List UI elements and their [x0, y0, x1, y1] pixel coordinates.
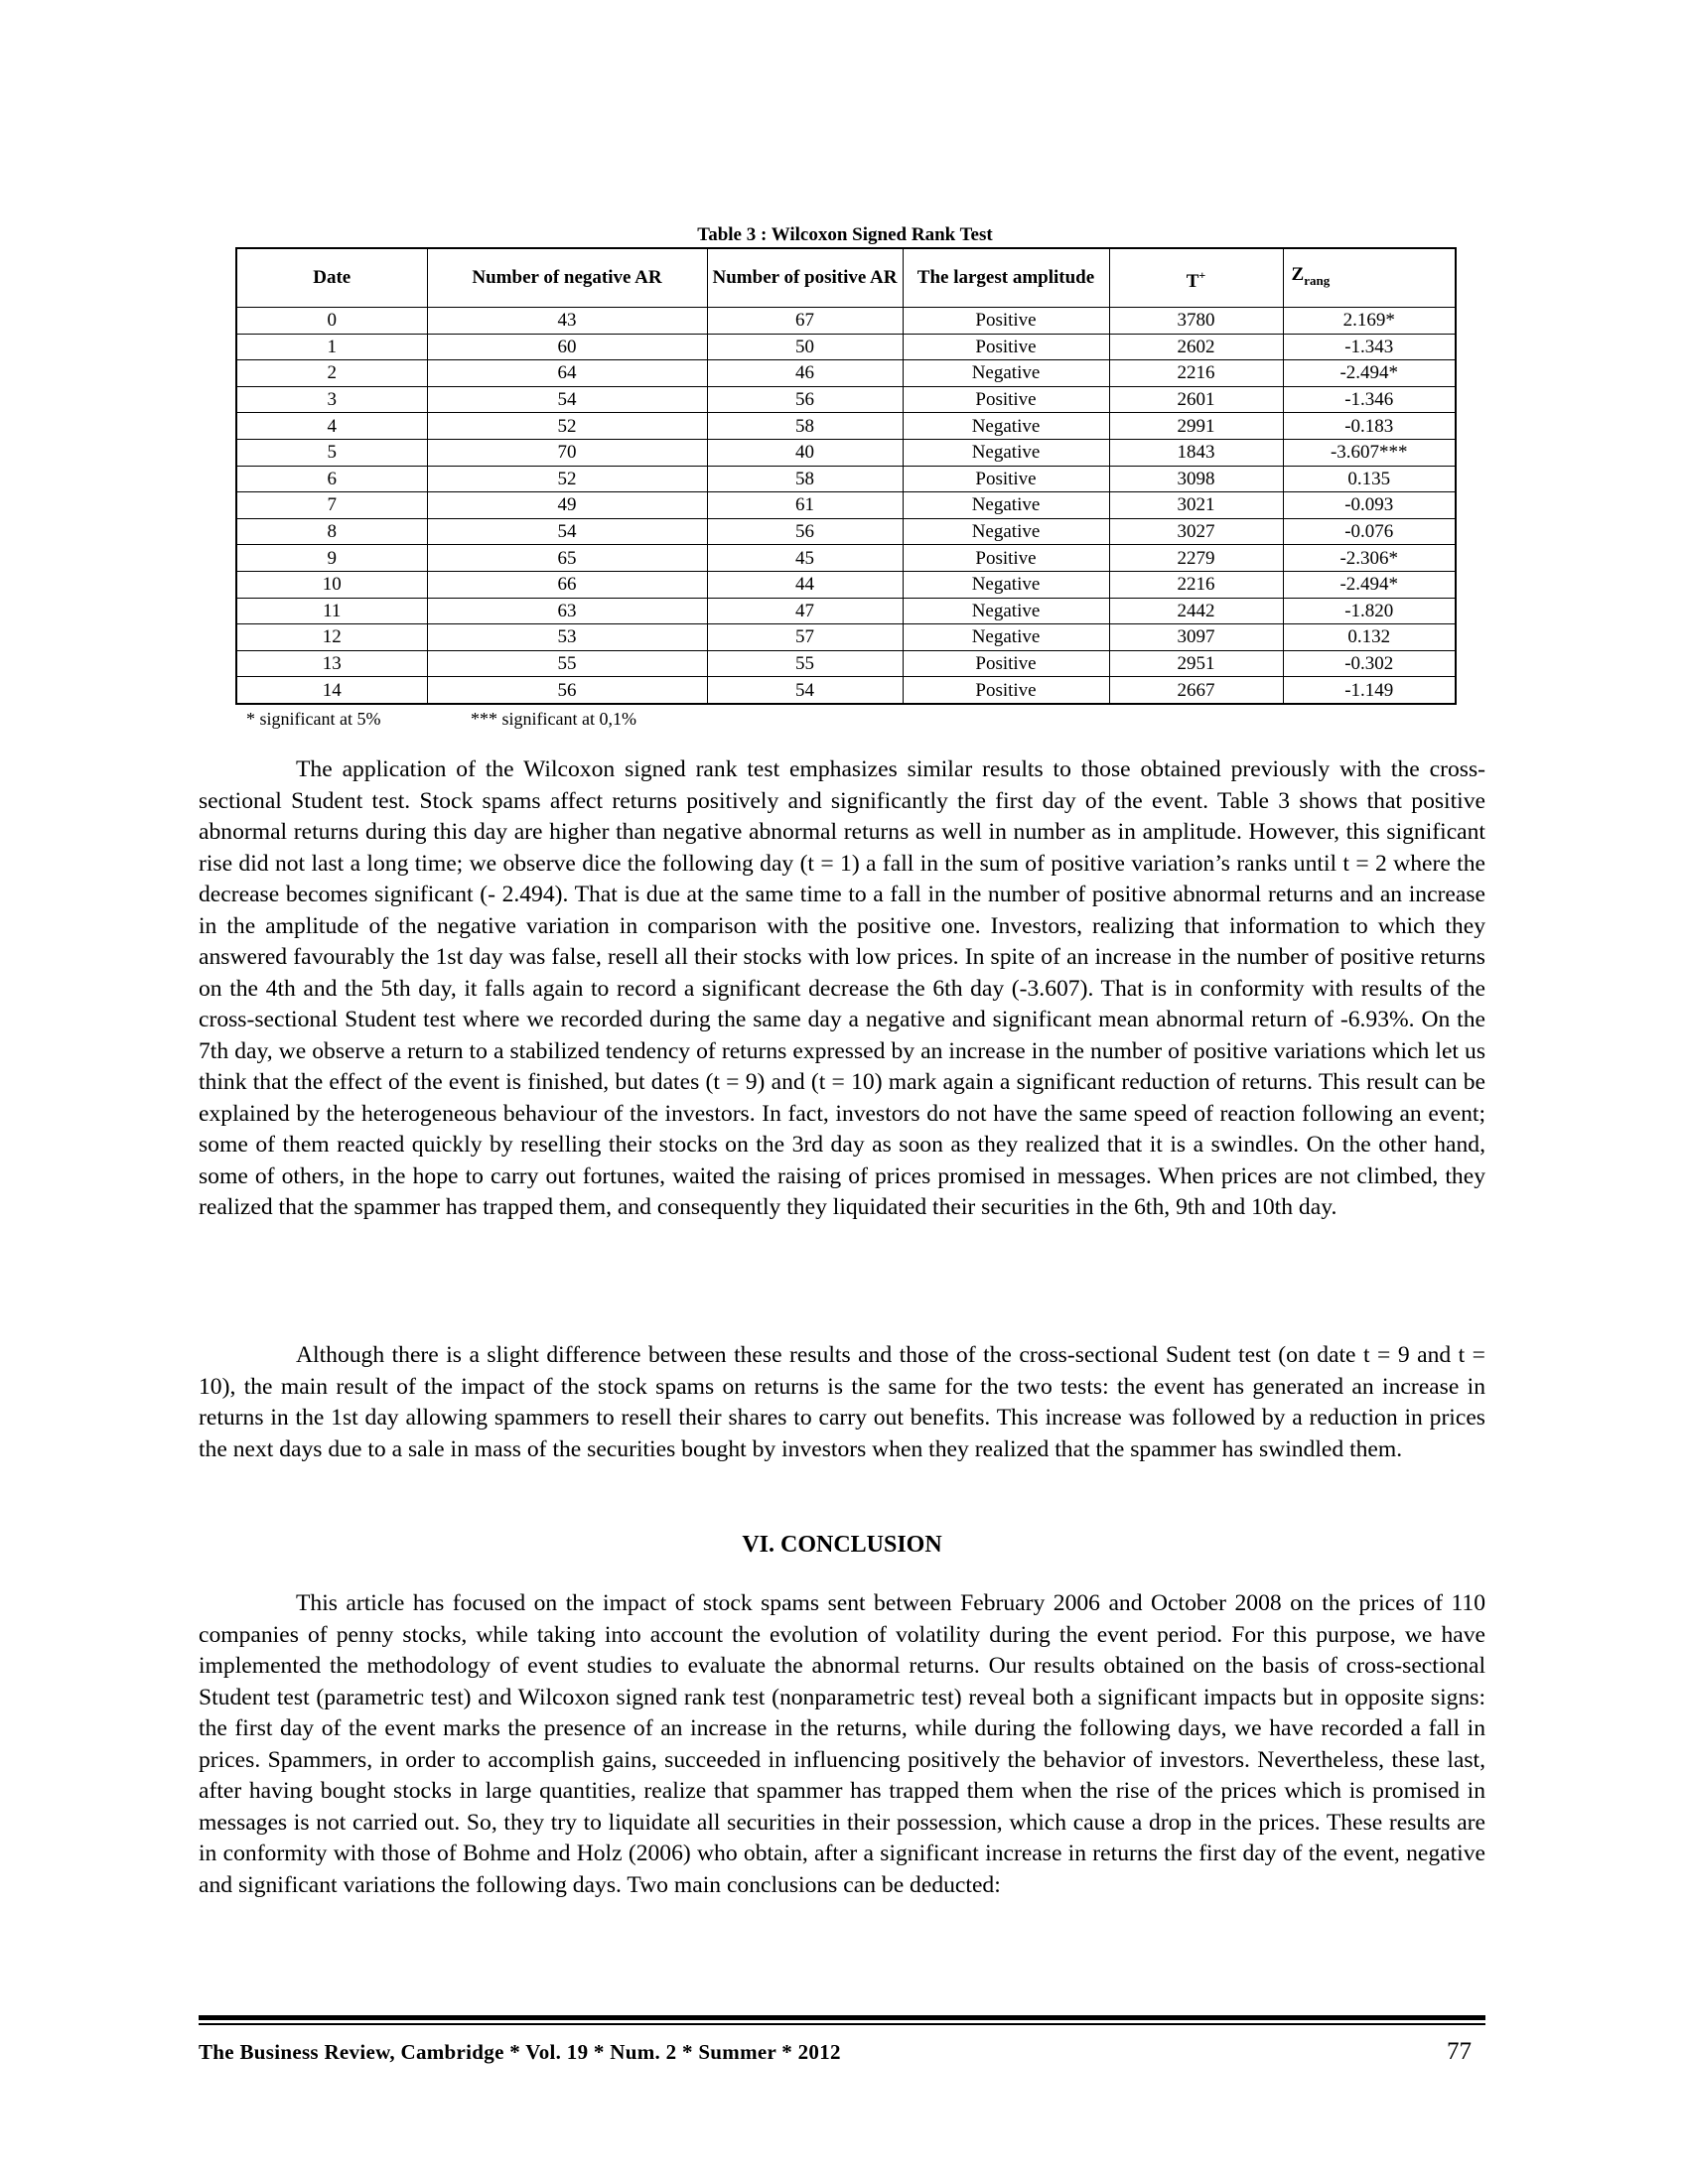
cell-t-plus: 2601 — [1109, 386, 1283, 413]
table-row — [236, 492, 1456, 519]
cell-z-rang: 0.132 — [1283, 624, 1456, 651]
table-row — [236, 624, 1456, 651]
paragraph-comparison: Although there is a slight difference between these results and those of the cross-sectional Sudent test (on date t = 9 and t = 10), the main result of the impact of the stock spams on returns is the same for the two tests: the event has generated an increase in returns in the 1st day allowing spammers to resell their shares to carry out benefits. This increase was followed by a reduction in prices the next days due to a sale in mass of the securities bought by investors when they realized that the spammer has swindled them. — [199, 1342, 1485, 1462]
table-row — [236, 334, 1456, 360]
table-row — [236, 650, 1456, 677]
cell-positive-ar: 45 — [707, 545, 903, 572]
table-notes — [246, 708, 636, 730]
cell-negative-ar: 54 — [427, 386, 707, 413]
cell-date: 1 — [236, 334, 427, 360]
cell-z-rang: -2.494* — [1283, 571, 1456, 598]
cell-amplitude: Positive — [903, 334, 1109, 360]
cell-amplitude: Positive — [903, 466, 1109, 492]
cell-positive-ar: 56 — [707, 518, 903, 545]
table-row — [236, 518, 1456, 545]
page-number: 77 — [1447, 2038, 1472, 2065]
note-significant-01: *** significant at 0,1% — [471, 709, 636, 729]
cell-t-plus: 2951 — [1109, 650, 1283, 677]
cell-amplitude: Negative — [903, 598, 1109, 624]
cell-t-plus: 2602 — [1109, 334, 1283, 360]
cell-positive-ar: 58 — [707, 413, 903, 440]
table-row — [236, 677, 1456, 704]
cell-date: 8 — [236, 518, 427, 545]
cell-negative-ar: 65 — [427, 545, 707, 572]
cell-t-plus: 3098 — [1109, 466, 1283, 492]
cell-amplitude: Negative — [903, 439, 1109, 466]
cell-z-rang: -3.607*** — [1283, 439, 1456, 466]
table-row — [236, 598, 1456, 624]
cell-t-plus: 2991 — [1109, 413, 1283, 440]
cell-t-plus: 2442 — [1109, 598, 1283, 624]
cell-date: 0 — [236, 308, 427, 335]
cell-negative-ar: 60 — [427, 334, 707, 360]
cell-positive-ar: 58 — [707, 466, 903, 492]
header-z-rang — [1283, 248, 1456, 308]
t-symbol: T — [1186, 270, 1199, 292]
cell-z-rang: 2.169* — [1283, 308, 1456, 335]
cell-z-rang: -1.820 — [1283, 598, 1456, 624]
cell-amplitude: Positive — [903, 545, 1109, 572]
cell-positive-ar: 47 — [707, 598, 903, 624]
cell-t-plus: 3780 — [1109, 308, 1283, 335]
cell-z-rang: -2.494* — [1283, 360, 1456, 387]
cell-date: 7 — [236, 492, 427, 519]
cell-z-rang: -1.346 — [1283, 386, 1456, 413]
cell-z-rang: 0.135 — [1283, 466, 1456, 492]
table-row — [236, 308, 1456, 335]
cell-date: 14 — [236, 677, 427, 704]
cell-date: 4 — [236, 413, 427, 440]
cell-z-rang: -0.183 — [1283, 413, 1456, 440]
cell-t-plus: 3097 — [1109, 624, 1283, 651]
cell-amplitude: Positive — [903, 386, 1109, 413]
cell-z-rang: -1.149 — [1283, 677, 1456, 704]
z-subscript: rang — [1304, 273, 1331, 288]
cell-date: 13 — [236, 650, 427, 677]
cell-z-rang: -2.306* — [1283, 545, 1456, 572]
cell-z-rang: -0.093 — [1283, 492, 1456, 519]
cell-amplitude: Positive — [903, 677, 1109, 704]
cell-amplitude: Negative — [903, 571, 1109, 598]
table-header-row — [236, 248, 1456, 308]
footer-rule-thin — [199, 2023, 1485, 2025]
header-largest-amplitude: The largest amplitude — [903, 248, 1109, 308]
table-row — [236, 466, 1456, 492]
cell-positive-ar: 55 — [707, 650, 903, 677]
cell-positive-ar: 40 — [707, 439, 903, 466]
table-row — [236, 571, 1456, 598]
cell-t-plus: 1843 — [1109, 439, 1283, 466]
cell-t-plus: 2216 — [1109, 571, 1283, 598]
cell-negative-ar: 55 — [427, 650, 707, 677]
cell-positive-ar: 50 — [707, 334, 903, 360]
table-row — [236, 386, 1456, 413]
header-date: Date — [236, 248, 427, 308]
cell-z-rang: -0.302 — [1283, 650, 1456, 677]
cell-date: 10 — [236, 571, 427, 598]
header-negative-ar: Number of negative AR — [427, 248, 707, 308]
table-row — [236, 545, 1456, 572]
cell-t-plus: 2216 — [1109, 360, 1283, 387]
cell-date: 5 — [236, 439, 427, 466]
cell-date: 11 — [236, 598, 427, 624]
z-symbol: Z — [1291, 264, 1305, 285]
t-superscript: + — [1198, 267, 1206, 282]
paragraph-wilcoxon-results: The application of the Wilcoxon signed rank test emphasizes similar results to those obtained previously with the cross-sectional Student test. Stock spams affect returns positively and significantly the first day of the event. Table 3 shows that positive abnormal returns during this day are higher than negative abnormal returns as well in number as in amplitude. However, this significant rise did not last a long time; we observe dice the following day (t = 1) a fall in the sum of positive variation’s ranks until t = 2 where the decrease becomes significant (- 2.494). That is due at the same time to a fall in the number of positive abnormal returns and an increase in the amplitude of the negative variation in comparison with the positive one. Investors, realizing that information to which they answered favourably the 1st day was false, resell all their stocks with low prices. In spite of an increase in the number of positive returns on the 4th and the 5th day, it falls again to record a significant decrease the 6th day (-3.607). That is in conformity with results of the cross-sectional Student test where we recorded during the same day a negative and significant mean abnormal return of -6.93%. On the 7th day, we observe a return to a stabilized tendency of returns expressed by an increase in the number of positive variations which let us think that the effect of the event is finished, but dates (t = 9) and (t = 10) mark again a significant reduction of returns. This result can be explained by the heterogeneous behaviour of the investors. In fact, investors do not have the same speed of reaction following an event; some of them reacted quickly by reselling their stocks on the 3rd day as soon as they realized that it is a swindles. On the other hand, some of others, in the hope to carry out fortunes, waited the raising of prices promised in messages. When prices are not climbed, they realized that the spammer has trapped them, and consequently they liquidated their securities in the 6th, 9th and 10th day. — [199, 756, 1485, 1220]
cell-date: 6 — [236, 466, 427, 492]
cell-positive-ar: 57 — [707, 624, 903, 651]
cell-amplitude: Negative — [903, 492, 1109, 519]
cell-amplitude: Negative — [903, 413, 1109, 440]
section-heading-conclusion: VI. CONCLUSION — [742, 1532, 942, 1558]
cell-positive-ar: 67 — [707, 308, 903, 335]
header-t-plus — [1109, 248, 1283, 308]
header-positive-ar: Number of positive AR — [707, 248, 903, 308]
cell-date: 3 — [236, 386, 427, 413]
cell-negative-ar: 52 — [427, 413, 707, 440]
table-row — [236, 439, 1456, 466]
cell-positive-ar: 54 — [707, 677, 903, 704]
cell-amplitude: Negative — [903, 624, 1109, 651]
cell-amplitude: Positive — [903, 308, 1109, 335]
cell-negative-ar: 43 — [427, 308, 707, 335]
cell-positive-ar: 56 — [707, 386, 903, 413]
cell-negative-ar: 49 — [427, 492, 707, 519]
paragraph-conclusion: This article has focused on the impact of stock spams sent between February 2006 and October 2008 on the prices of 110 companies of penny stocks, while taking into account the evolution of volatility during the event period. For this purpose, we have implemented the methodology of event studies to evaluate the abnormal returns. Our results obtained on the basis of cross-sectional Student test (parametric test) and Wilcoxon signed rank test (nonparametric test) reveal both a significant impacts but in opposite signs: the first day of the event marks the presence of an increase in the returns, while during the following days, we have recorded a fall in prices. Spammers, in order to accomplish gains, succeeded in influencing positively the behavior of investors. Nevertheless, these last, after having bought stocks in large quantities, realize that spammer has trapped them when the rise of the prices which is promised in messages is not carried out. So, they try to liquidate all securities in their possession, which cause a drop in the prices. These results are in conformity with those of Bohme and Holz (2006) who obtain, after a significant increase in returns the first day of the event, negative and significant variations the following days. Two main conclusions can be deducted: — [199, 1590, 1485, 1898]
cell-date: 12 — [236, 624, 427, 651]
table-row — [236, 413, 1456, 440]
cell-amplitude: Negative — [903, 518, 1109, 545]
cell-date: 9 — [236, 545, 427, 572]
table-body — [236, 308, 1456, 704]
cell-amplitude: Positive — [903, 650, 1109, 677]
cell-negative-ar: 53 — [427, 624, 707, 651]
footer-journal: The Business Review, Cambridge * Vol. 19 * Num. 2 * Summer * 2012 — [199, 2040, 841, 2064]
cell-amplitude: Negative — [903, 360, 1109, 387]
cell-negative-ar: 63 — [427, 598, 707, 624]
cell-date: 2 — [236, 360, 427, 387]
cell-positive-ar: 44 — [707, 571, 903, 598]
cell-positive-ar: 46 — [707, 360, 903, 387]
note-significant-5: * significant at 5% — [246, 709, 381, 729]
cell-t-plus: 3021 — [1109, 492, 1283, 519]
cell-negative-ar: 66 — [427, 571, 707, 598]
footer-rule-thick — [199, 2015, 1485, 2020]
cell-z-rang: -1.343 — [1283, 334, 1456, 360]
cell-t-plus: 3027 — [1109, 518, 1283, 545]
cell-z-rang: -0.076 — [1283, 518, 1456, 545]
cell-negative-ar: 64 — [427, 360, 707, 387]
cell-positive-ar: 61 — [707, 492, 903, 519]
cell-t-plus: 2667 — [1109, 677, 1283, 704]
cell-t-plus: 2279 — [1109, 545, 1283, 572]
cell-negative-ar: 70 — [427, 439, 707, 466]
table-row — [236, 360, 1456, 387]
table-caption: Table 3 : Wilcoxon Signed Rank Test — [697, 224, 993, 245]
cell-negative-ar: 54 — [427, 518, 707, 545]
cell-negative-ar: 56 — [427, 677, 707, 704]
wilcoxon-table — [235, 247, 1457, 705]
cell-negative-ar: 52 — [427, 466, 707, 492]
